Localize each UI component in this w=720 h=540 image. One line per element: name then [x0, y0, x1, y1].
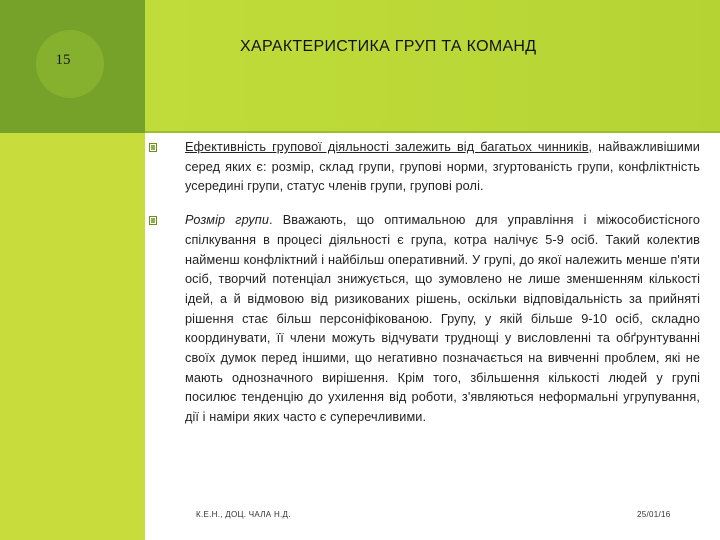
bullet-icon — [149, 216, 157, 225]
slide-number-circle — [36, 30, 104, 98]
paragraph-1-lead: Ефективність групової діяльності залежить від багатьох чинників, — [185, 140, 593, 154]
bullet-icon — [149, 143, 157, 152]
paragraph-1 — [145, 138, 700, 197]
footer-author: К.Е.Н., ДОЦ. ЧАЛА Н.Д. — [196, 510, 291, 519]
header-divider — [145, 131, 720, 133]
slide-content — [145, 138, 700, 442]
paragraph-2-text: . Вважають, що оптимальною для управління і міжособистісного спілкування в процесі діяльності є група, котра налічує 5-9 осіб. Такий колектив найменш конфліктний і найбільш оперативний. У групі, до якої належить менше п'яти осіб, творчий потенціал знижується, що зумовлено не лише зменшенням кількості ідей, а й відмовою від ризикованих рішень, оскільки відповідальність за прийняті рішення стає більш персоніфікованою. Групу, у якій більше 9-10 осіб, складно координувати, її члени можуть відчувати труднощі у висловленні та обґрунтуванні своїх думок перед іншими, що негативно позначається на вивченні проблем, які не мають однозначного вирішення. Крім того, збільшення кількості людей у групі посилює тенденцію до ухилення від роботи, з'являються неформальні угрупування, дії і наміри яких часто є суперечливими. — [185, 213, 701, 425]
footer-date: 25/01/16 — [637, 510, 671, 519]
left-bottom-bar — [0, 133, 145, 540]
paragraph-2-lead: Розмір групи — [185, 213, 270, 228]
slide-title: ХАРАКТЕРИСТИКА ГРУП ТА КОМАНД — [240, 38, 537, 55]
slide-number: 15 — [55, 51, 71, 68]
paragraph-2 — [145, 211, 700, 428]
header-band — [145, 0, 720, 133]
paragraph-1-text: найважливішими серед яких є: розмір, склад групи, групові норми, згуртованість групи, конфліктність усередині групи, статус членів групи, групові ролі. — [185, 140, 700, 194]
